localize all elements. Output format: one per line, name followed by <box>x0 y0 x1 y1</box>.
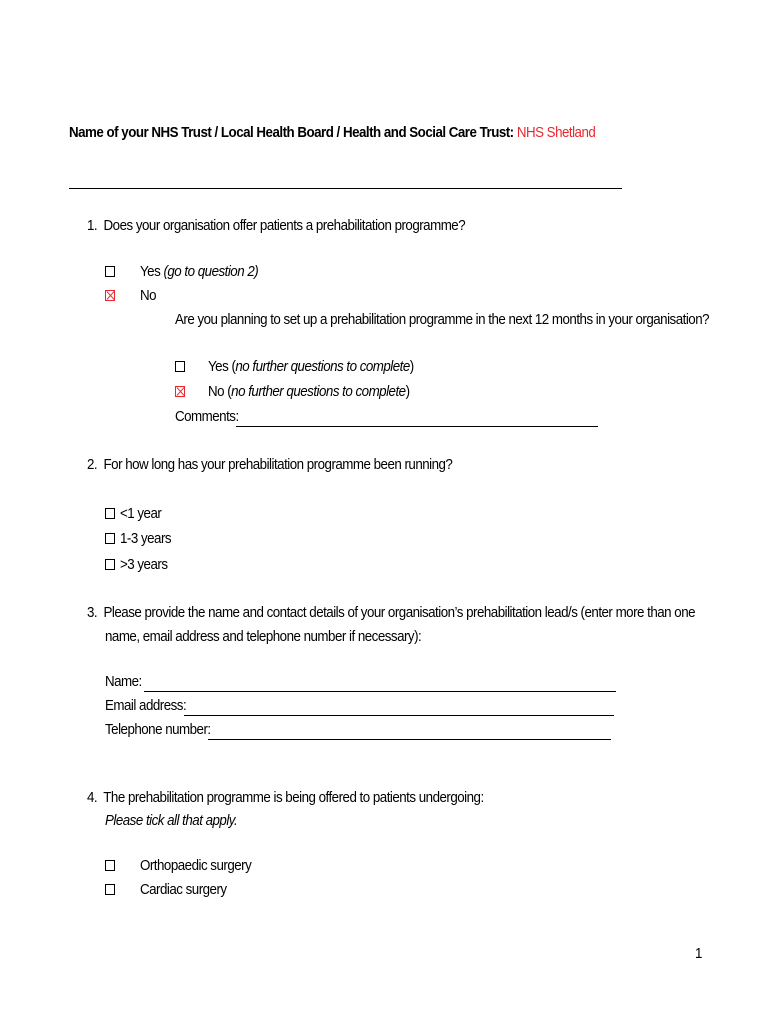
question-4-text: The prehabilitation programme is being offered to patients undergoing: <box>103 790 484 806</box>
page-number: 1 <box>695 946 702 962</box>
trust-name-label: Name of your NHS Trust / Local Health Board / Health and Social Care Trust: NHS Shetland <box>69 125 596 141</box>
q2-gt3-checkbox[interactable] <box>105 559 115 570</box>
q2-lt1-option: <1 year <box>120 506 162 522</box>
q4-cardiac-checkbox[interactable] <box>105 884 115 895</box>
q1-sub-no-checkbox[interactable] <box>175 386 185 397</box>
q2-gt3-option: >3 years <box>120 557 168 573</box>
header-divider <box>69 188 622 189</box>
question-3-text-line2: name, email address and telephone number if necessary): <box>105 629 422 645</box>
q3-name-label: Name: <box>105 674 142 690</box>
q3-email-field[interactable] <box>184 715 614 716</box>
question-2-text: For how long has your prehabilitation programme been running? <box>103 457 453 473</box>
q1-comments-field[interactable] <box>236 426 598 427</box>
q1-sub-yes-checkbox[interactable] <box>175 361 185 372</box>
q4-orthopaedic-checkbox[interactable] <box>105 860 115 871</box>
q1-sub-yes-option: Yes (no further questions to complete) <box>208 359 414 375</box>
q2-lt1-checkbox[interactable] <box>105 508 115 519</box>
q3-name-field[interactable] <box>144 691 616 692</box>
q1-no-option: No <box>140 288 157 304</box>
q4-cardiac-option: Cardiac surgery <box>140 882 227 898</box>
q1-yes-checkbox[interactable] <box>105 266 115 277</box>
q3-phone-field[interactable] <box>208 739 611 740</box>
question-1-number: 1. <box>87 218 98 234</box>
q1-sub-no-option: No (no further questions to complete) <box>208 384 410 400</box>
trust-name-value: NHS Shetland <box>516 125 596 141</box>
question-3-text-line1: Please provide the name and contact details of your organisation’s prehabilitation lead/s (enter more than one <box>103 605 696 621</box>
question-1 <box>87 217 465 235</box>
question-2: 2. For how long has your prehabilitation programme been running? <box>87 457 453 473</box>
question-3: 3. Please provide the name and contact details of your organisation’s prehabilitation lead/s (enter more than one <box>87 605 696 621</box>
q1-yes-option: Yes (go to question 2) <box>140 264 259 280</box>
question-4: 4. The prehabilitation programme is being offered to patients undergoing: <box>87 790 484 806</box>
question-1-text: Does your organisation offer patients a prehabilitation programme? <box>103 218 466 234</box>
question-4-instruction: Please tick all that apply. <box>105 813 238 829</box>
q1-no-checkbox[interactable] <box>105 290 115 301</box>
q2-1to3-option: 1-3 years <box>120 531 172 547</box>
q1-comments-label: Comments: <box>175 409 239 425</box>
q3-phone-label: Telephone number: <box>105 722 211 738</box>
q2-1to3-checkbox[interactable] <box>105 533 115 544</box>
q3-email-label: Email address: <box>105 698 187 714</box>
q1-sub-question: Are you planning to set up a prehabilitation programme in the next 12 months in your organisation? <box>175 312 710 328</box>
q4-orthopaedic-option: Orthopaedic surgery <box>140 858 252 874</box>
